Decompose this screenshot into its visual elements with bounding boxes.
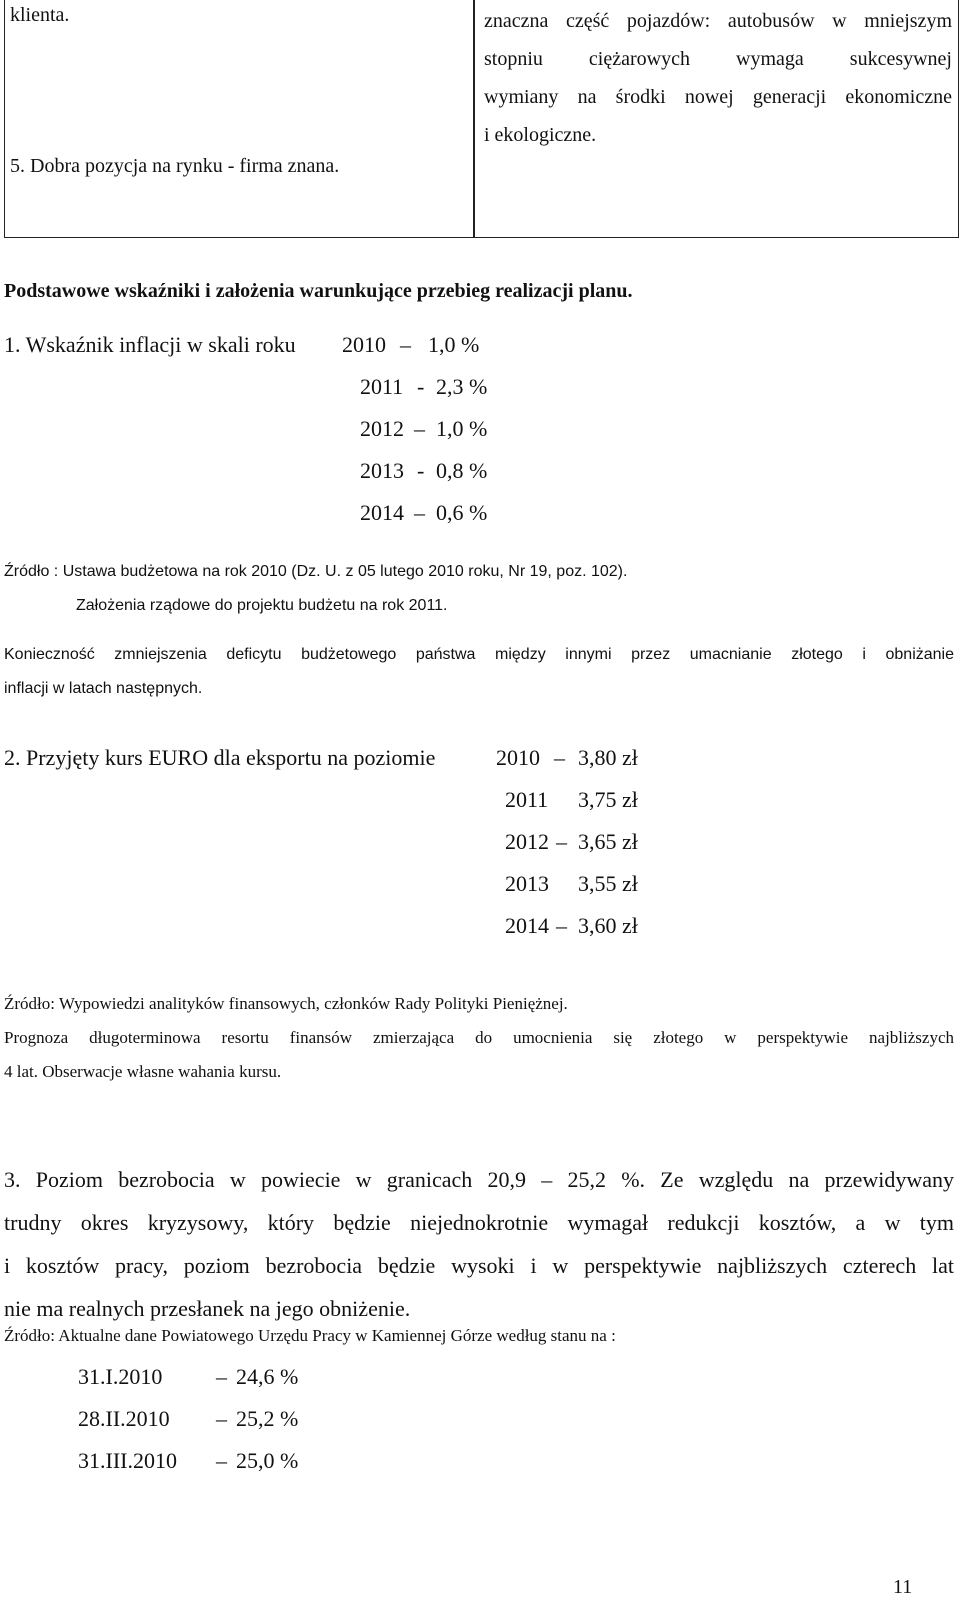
inflation-source: Źródło : Ustawa budżetowa na rok 2010 (Dz. U. z 05 lutego 2010 roku, Nr 19, poz. 102). [4, 563, 628, 580]
euro-value: 3,55 zł [578, 871, 638, 896]
inflation-sep: – [400, 332, 411, 357]
section-heading: Podstawowe wskaźniki i założenia warunkujące przebieg realizacji planu. [4, 280, 633, 302]
euro-intro: 2. Przyjęty kurs EURO dla eksportu na poziomie [4, 745, 436, 770]
euro-sep: – [556, 913, 567, 938]
inflation-value: 0,6 % [436, 500, 488, 525]
euro-year: 2014 [505, 913, 549, 938]
euro-year: 2013 [505, 871, 549, 896]
euro-year: 2011 [505, 787, 549, 812]
table-right-line: wymiany na środki nowej generacji ekonomiczne [484, 86, 952, 108]
unemployment-sep: – [216, 1448, 227, 1473]
inflation-value: 1,0 % [428, 332, 480, 357]
inflation-sep: - [417, 458, 425, 483]
inflation-sep: – [414, 416, 425, 441]
inflation-intro: 1. Wskaźnik inflacji w skali roku [4, 332, 296, 357]
unemployment-source: Źródło: Aktualne dane Powiatowego Urzędu Pracy w Kamiennej Górze według stanu na : [4, 1326, 616, 1345]
table-right-line: stopniu ciężarowych wymaga sukcesywnej [484, 48, 952, 70]
euro-year: 2010 [496, 745, 540, 770]
inflation-year: 2012 [360, 416, 404, 441]
euro-note-line: Prognoza długoterminowa resortu finansów zmierzająca do umocnienia się złotego w perspektywie najbliższych [4, 1028, 954, 1047]
inflation-year: 2014 [360, 500, 404, 525]
unemployment-line: 3. Poziom bezrobocia w powiecie w granicach 20,9 – 25,2 %. Ze względu na przewidywany [4, 1167, 954, 1192]
unemployment-sep: – [216, 1364, 227, 1389]
unemployment-sep: – [216, 1406, 227, 1431]
inflation-sep: - [417, 374, 425, 399]
euro-value: 3,80 zł [578, 745, 638, 770]
table-right-line: i ekologiczne. [484, 124, 597, 146]
table-left-cell-text: klienta. [10, 4, 70, 26]
inflation-year: 2011 [360, 374, 404, 399]
inflation-note [4, 646, 954, 664]
inflation-value: 1,0 % [436, 416, 488, 441]
euro-value: 3,75 zł [578, 787, 638, 812]
inflation-value: 2,3 % [436, 374, 488, 399]
inflation-note-line: Konieczność zmniejszenia deficytu budżetowego państwa między innymi przez umacnianie złotego i obniżanie [4, 646, 954, 663]
euro-note-line: 4 lat. Obserwacje własne wahania kursu. [4, 1062, 282, 1081]
unemployment-date: 28.II.2010 [78, 1406, 170, 1431]
inflation-source-continued: Założenia rządowe do projektu budżetu na rok 2011. [76, 597, 448, 614]
euro-note [4, 1028, 954, 1048]
inflation-value: 0,8 % [436, 458, 488, 483]
unemployment-line: nie ma realnych przesłanek na jego obniżenie. [4, 1296, 411, 1321]
inflation-year: 2013 [360, 458, 404, 483]
euro-value: 3,65 zł [578, 829, 638, 854]
table-left-cell-item: 5. Dobra pozycja na rynku - firma znana. [10, 155, 340, 177]
unemployment-line: trudny okres kryzysowy, który będzie niejednokrotnie wymagał redukcji kosztów, a w tym [4, 1210, 954, 1235]
euro-sep: – [554, 745, 565, 770]
page-number: 11 [893, 1576, 913, 1598]
unemployment-value: 25,0 % [236, 1448, 299, 1473]
euro-year: 2012 [505, 829, 549, 854]
table-right-cell [484, 2, 952, 154]
inflation-year: 2010 [342, 332, 386, 357]
euro-sep: – [556, 829, 567, 854]
unemployment-value: 25,2 % [236, 1406, 299, 1431]
inflation-sep: – [414, 500, 425, 525]
table-right-line: znaczna część pojazdów: autobusów w mniejszym [484, 10, 952, 32]
table-column-divider [473, 0, 475, 238]
unemployment-date: 31.I.2010 [78, 1364, 163, 1389]
euro-source: Źródło: Wypowiedzi analityków finansowych, członków Rady Polityki Pieniężnej. [4, 994, 568, 1013]
unemployment-line: i kosztów pracy, poziom bezrobocia będzie wysoki i w perspektywie najbliższych czterech lat [4, 1253, 954, 1278]
euro-value: 3,60 zł [578, 913, 638, 938]
inflation-note-line: inflacji w latach następnych. [4, 680, 203, 697]
unemployment-value: 24,6 % [236, 1364, 299, 1389]
unemployment-paragraph [4, 1158, 954, 1330]
unemployment-date: 31.III.2010 [78, 1448, 177, 1473]
